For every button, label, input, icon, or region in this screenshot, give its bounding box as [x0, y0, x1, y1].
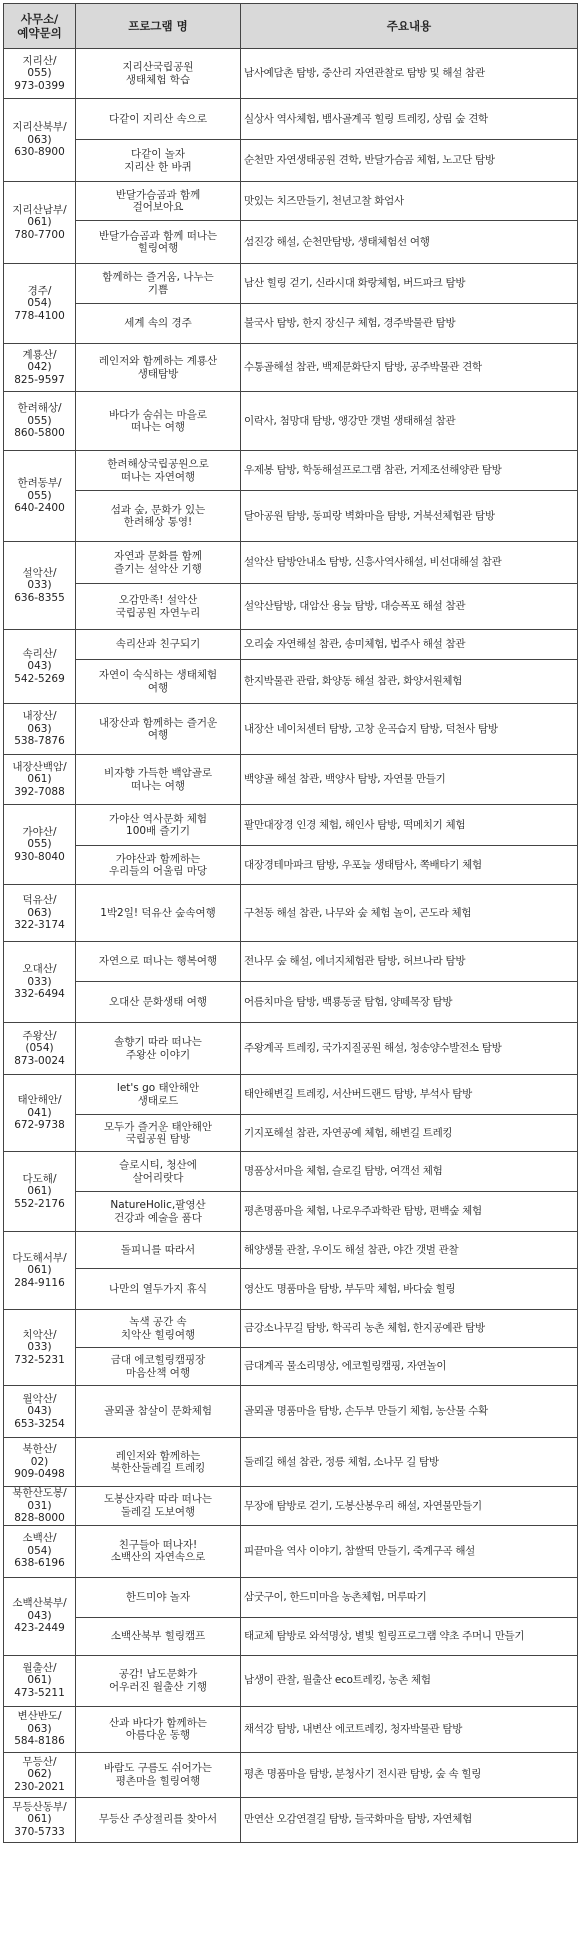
- program-content: 주왕계곡 트레킹, 국가지질공원 해설, 청송양수발전소 탐방: [241, 1023, 578, 1075]
- program-name: 가야산과 함께하는 우리들의 어울림 마당: [76, 846, 241, 885]
- program-name: 나만의 열두가지 휴식: [76, 1269, 241, 1310]
- office-cell: [4, 704, 76, 755]
- office-line: 062): [27, 1768, 52, 1781]
- office-line: 031): [27, 1499, 52, 1512]
- program-name: 친구들아 떠나자! 소백산의 자연속으로: [76, 1525, 241, 1577]
- office-cell: [4, 264, 76, 344]
- office-line: 다도해/: [22, 1172, 57, 1185]
- office-line: 873-0024: [14, 1054, 65, 1067]
- program-content: 평촌 명품마을 탐방, 분청사기 전시관 탐방, 숲 속 힐링: [241, 1752, 578, 1797]
- table-row: [4, 182, 578, 221]
- office-line: 변산반도/: [17, 1710, 62, 1723]
- header-office: 사무소/ 예약문의: [4, 4, 76, 49]
- table-row: [4, 1348, 578, 1386]
- program-name: 녹색 공간 속 치악산 힐링여행: [76, 1310, 241, 1348]
- office-line: 638-6196: [14, 1557, 65, 1570]
- office-line: 063): [27, 133, 52, 146]
- table-row: [4, 805, 578, 846]
- program-content: 백양골 해설 참관, 백양사 탐방, 자연물 만들기: [241, 755, 578, 805]
- program-name: 가야산 역사문화 체험 100배 즐기기: [76, 805, 241, 846]
- office-cell: [4, 99, 76, 182]
- office-line: 속리산/: [22, 647, 57, 660]
- program-content: 순천만 자연생태공원 견학, 반달가슴곰 체험, 노고단 탐방: [241, 140, 578, 182]
- table-row: [4, 982, 578, 1023]
- office-line: 054): [27, 297, 52, 310]
- program-name: 속리산과 친구되기: [76, 630, 241, 660]
- office-cell: [4, 1310, 76, 1386]
- program-name: 돌피니를 따라서: [76, 1232, 241, 1269]
- office-line: 가야산/: [22, 825, 57, 838]
- office-line: 284-9116: [14, 1276, 65, 1289]
- office-line: 370-5733: [14, 1825, 65, 1838]
- office-cell: [4, 182, 76, 264]
- office-line: 640-2400: [14, 502, 65, 515]
- table-row: [4, 1386, 578, 1438]
- office-line: 825-9597: [14, 373, 65, 386]
- office-line: 061): [27, 1264, 52, 1277]
- program-name: 함께하는 즐거움, 나누는 기쁨: [76, 264, 241, 304]
- table-row: [4, 1115, 578, 1152]
- table-row: [4, 451, 578, 491]
- program-content: 설악산탐방, 대암산 용늪 탐방, 대승폭포 해설 참관: [241, 584, 578, 630]
- program-name: 바다가 숨쉬는 마을로 떠나는 여행: [76, 392, 241, 451]
- office-line: 061): [27, 1185, 52, 1198]
- office-line: 태안해안/: [17, 1094, 62, 1107]
- program-content: 삼굿구이, 한드미마을 농촌체험, 머루따기: [241, 1577, 578, 1617]
- program-content: 한지박물관 관람, 화양동 해설 참관, 화양서원체험: [241, 660, 578, 704]
- table-body: [4, 49, 578, 1843]
- header-content: 주요내용: [241, 4, 578, 49]
- table-row: [4, 1797, 578, 1842]
- program-content: 어름치마을 탐방, 백룡동굴 탐험, 양떼목장 탐방: [241, 982, 578, 1023]
- program-content: 달아공원 탐방, 동피랑 벽화마을 탐방, 거북선체험관 탐방: [241, 491, 578, 542]
- office-line: 672-9738: [14, 1119, 65, 1132]
- program-content: 태교체 탐방로 와석명상, 별빛 힐링프로그램 약초 주머니 만들기: [241, 1617, 578, 1655]
- program-content: 대장경테마파크 탐방, 우포늪 생태탐사, 쪽배타기 체험: [241, 846, 578, 885]
- office-line: 973-0399: [14, 79, 65, 92]
- program-content: 태안해변길 트레킹, 서산버드랜드 탐방, 부석사 탐방: [241, 1075, 578, 1115]
- office-line: 061): [27, 1674, 52, 1687]
- office-line: 042): [27, 361, 52, 374]
- office-line: 한려해상/: [17, 402, 62, 415]
- program-name: 다같이 지리산 속으로: [76, 99, 241, 140]
- table-row: [4, 1577, 578, 1617]
- office-line: 054): [27, 1544, 52, 1557]
- table-row: [4, 264, 578, 304]
- program-content: 골뫼골 명품마을 탐방, 손두부 만들기 체험, 농산물 수확: [241, 1386, 578, 1438]
- program-name: let's go 태안해안 생태로드: [76, 1075, 241, 1115]
- program-content: 기지포해설 참관, 자연공예 체험, 해변길 트레킹: [241, 1115, 578, 1152]
- office-line: 063): [27, 906, 52, 919]
- office-line: 061): [27, 1813, 52, 1826]
- office-cell: [4, 392, 76, 451]
- program-content: 섬진강 해설, 순천만탐방, 생태체험선 여행: [241, 221, 578, 264]
- office-line: 322-3174: [14, 919, 65, 932]
- office-line: 828-8000: [14, 1512, 65, 1524]
- table-row: [4, 491, 578, 542]
- program-content: 불국사 탐방, 한지 장신구 체험, 경주박물관 탐방: [241, 304, 578, 344]
- office-line: 332-6494: [14, 988, 65, 1001]
- program-name: 슬로시티, 청산에 살어리랏다: [76, 1152, 241, 1192]
- office-line: 설악산/: [22, 566, 57, 579]
- table-row: [4, 1487, 578, 1526]
- office-line: 043): [27, 1609, 52, 1622]
- office-cell: [4, 542, 76, 630]
- program-name: 바람도 구름도 쉬어가는 평촌마을 힐링여행: [76, 1752, 241, 1797]
- program-content: 수통골해설 참관, 백제문화단지 탐방, 공주박물관 견학: [241, 344, 578, 392]
- office-line: 636-8355: [14, 591, 65, 604]
- office-cell: [4, 1386, 76, 1438]
- table-row: [4, 1752, 578, 1797]
- program-name: 비자향 가득한 백암골로 떠나는 여행: [76, 755, 241, 805]
- office-line: 한려동부/: [17, 477, 62, 490]
- table-row: [4, 885, 578, 942]
- table-row: [4, 392, 578, 451]
- program-name: 다같이 놀자 지리산 한 바퀴: [76, 140, 241, 182]
- program-name: 한려해상국립공원으로 떠나는 자연여행: [76, 451, 241, 491]
- table-row: [4, 1269, 578, 1310]
- table-row: [4, 304, 578, 344]
- program-name: 골뫼골 참살이 문화체험: [76, 1386, 241, 1438]
- program-name: 소백산북부 힐링캠프: [76, 1617, 241, 1655]
- table-row: [4, 1232, 578, 1269]
- program-name: 공감! 남도문화가 어우러진 월출산 기행: [76, 1655, 241, 1706]
- office-line: 732-5231: [14, 1353, 65, 1366]
- office-cell: [4, 1152, 76, 1232]
- table-row: [4, 1525, 578, 1577]
- program-content: 설악산 탐방안내소 탐방, 신흥사역사해설, 비선대해설 참관: [241, 542, 578, 584]
- table-row: [4, 1023, 578, 1075]
- program-name: 모두가 즐거운 태안해안 국립공원 탐방: [76, 1115, 241, 1152]
- office-line: 내장산백암/: [12, 760, 67, 773]
- office-line: 오대산/: [22, 963, 57, 976]
- table-row: [4, 542, 578, 584]
- office-line: 055): [27, 838, 52, 851]
- office-line: 033): [27, 579, 52, 592]
- table-row: [4, 344, 578, 392]
- table-row: [4, 755, 578, 805]
- program-name: 내장산과 함께하는 즐거운 여행: [76, 704, 241, 755]
- table-row: [4, 1655, 578, 1706]
- office-cell: [4, 1487, 76, 1526]
- office-line: 지리산남부/: [12, 203, 67, 216]
- office-line: 계룡산/: [22, 348, 57, 361]
- program-name: 자연으로 떠나는 행복여행: [76, 942, 241, 982]
- office-line: 778-4100: [14, 309, 65, 322]
- office-cell: [4, 1655, 76, 1706]
- office-line: 041): [27, 1106, 52, 1119]
- office-line: 473-5211: [14, 1686, 65, 1699]
- program-name: 자연과 문화를 함께 즐기는 설악산 기행: [76, 542, 241, 584]
- table-row: [4, 846, 578, 885]
- program-content: 구천동 해설 참관, 나무와 숲 체험 놀이, 곤도라 체험: [241, 885, 578, 942]
- program-content: 남사예담촌 탐방, 중산리 자연관찰로 탐방 및 해설 참관: [241, 49, 578, 99]
- office-line: 392-7088: [14, 785, 65, 798]
- office-cell: [4, 630, 76, 704]
- program-content: 피끝마을 역사 이야기, 참쌀떡 만들기, 죽계구곡 해설: [241, 1525, 578, 1577]
- office-line: 월악산/: [22, 1392, 57, 1405]
- table-row: [4, 942, 578, 982]
- office-line: 소백산북부/: [12, 1597, 67, 1610]
- program-content: 평촌명품마을 체험, 나로우주과학관 탐방, 편백숲 체험: [241, 1192, 578, 1232]
- office-cell: [4, 451, 76, 542]
- office-cell: [4, 49, 76, 99]
- office-cell: [4, 1706, 76, 1752]
- table-row: [4, 584, 578, 630]
- office-line: 지리산북부/: [12, 121, 67, 134]
- table-row: [4, 221, 578, 264]
- program-content: 실상사 역사체험, 뱀사골계곡 힐링 트레킹, 상림 숲 견학: [241, 99, 578, 140]
- office-line: 무등산동부/: [12, 1800, 67, 1813]
- office-line: 북한산/: [22, 1443, 57, 1456]
- program-content: 이락사, 첨망대 탐방, 앵강만 갯벌 생태해설 참관: [241, 392, 578, 451]
- office-line: 552-2176: [14, 1197, 65, 1210]
- table-row: [4, 1617, 578, 1655]
- program-name: 산과 바다가 함께하는 아름다운 동행: [76, 1706, 241, 1752]
- table-row: [4, 1075, 578, 1115]
- office-line: 02): [30, 1455, 49, 1468]
- program-name: 무등산 주상절리를 찾아서: [76, 1797, 241, 1842]
- program-content: 해양생물 관찰, 우이도 해설 참관, 야간 갯벌 관찰: [241, 1232, 578, 1269]
- office-cell: [4, 1525, 76, 1577]
- program-content: 맛있는 치즈만들기, 천년고찰 화엄사: [241, 182, 578, 221]
- program-name: 금대 에코힐링캠핑장 마음산책 여행: [76, 1348, 241, 1386]
- program-name: 레인저와 함께하는 북한산둘레길 트레킹: [76, 1438, 241, 1487]
- program-name: 오대산 문화생태 여행: [76, 982, 241, 1023]
- office-line: (054): [25, 1042, 54, 1055]
- office-cell: [4, 1577, 76, 1655]
- table-row: [4, 630, 578, 660]
- program-content: 금강소나무길 탐방, 학곡리 농촌 체험, 한지공예관 탐방: [241, 1310, 578, 1348]
- office-line: 584-8186: [14, 1735, 65, 1748]
- table-row: [4, 660, 578, 704]
- table-row: [4, 99, 578, 140]
- table-row: [4, 1438, 578, 1487]
- office-line: 230-2021: [14, 1780, 65, 1793]
- program-content: 남산 힐링 걷기, 신라시대 화랑체험, 버드파크 탐방: [241, 264, 578, 304]
- program-name: 레인저와 함께하는 계룡산 생태탐방: [76, 344, 241, 392]
- office-line: 653-3254: [14, 1417, 65, 1430]
- program-content: 팔만대장경 인경 체험, 해인사 탐방, 떡메치기 체험: [241, 805, 578, 846]
- office-line: 치악산/: [22, 1328, 57, 1341]
- office-cell: [4, 885, 76, 942]
- program-name: 솔향기 따라 떠나는 주왕산 이야기: [76, 1023, 241, 1075]
- office-line: 055): [27, 489, 52, 502]
- program-content: 오리숲 자연해설 참관, 송미체험, 법주사 해설 참관: [241, 630, 578, 660]
- office-line: 423-2449: [14, 1622, 65, 1635]
- program-name: 지리산국립공원 생태체험 학습: [76, 49, 241, 99]
- program-table: [3, 3, 578, 1843]
- program-name: 한드미야 놀자: [76, 1577, 241, 1617]
- program-name: NatureHolic,팔영산 건강과 예술을 품다: [76, 1192, 241, 1232]
- program-name: 자연이 숙식하는 생태체험 여행: [76, 660, 241, 704]
- program-content: 금대계곡 물소리명상, 에코힐링캠핑, 자연놀이: [241, 1348, 578, 1386]
- program-content: 명품상서마을 체험, 슬로길 탐방, 여객선 체험: [241, 1152, 578, 1192]
- office-cell: [4, 1752, 76, 1797]
- office-line: 630-8900: [14, 146, 65, 159]
- office-line: 055): [27, 414, 52, 427]
- office-cell: [4, 1797, 76, 1842]
- office-line: 월출산/: [22, 1661, 57, 1674]
- office-line: 909-0498: [14, 1468, 65, 1481]
- office-cell: [4, 1232, 76, 1310]
- header-program: 프로그램 명: [76, 4, 241, 49]
- office-line: 780-7700: [14, 228, 65, 241]
- table-row: [4, 1310, 578, 1348]
- office-cell: [4, 755, 76, 805]
- office-line: 033): [27, 975, 52, 988]
- program-content: 남생이 관찰, 월출산 eco트레킹, 농촌 체험: [241, 1655, 578, 1706]
- office-line: 무등산/: [22, 1755, 57, 1768]
- office-line: 061): [27, 216, 52, 229]
- table-row: [4, 704, 578, 755]
- header-row: [4, 4, 578, 49]
- program-name: 세계 속의 경주: [76, 304, 241, 344]
- office-line: 542-5269: [14, 672, 65, 685]
- office-line: 북한산도봉/: [12, 1487, 67, 1499]
- office-line: 930-8040: [14, 850, 65, 863]
- program-content: 우제봉 탐방, 학동해설프로그램 참관, 거제조선해양관 탐방: [241, 451, 578, 491]
- program-content: 내장산 네이처센터 탐방, 고창 운곡습지 탐방, 덕천사 탐방: [241, 704, 578, 755]
- program-content: 둘레길 해설 참관, 정릉 체험, 소나무 길 탐방: [241, 1438, 578, 1487]
- office-cell: [4, 1438, 76, 1487]
- program-name: 도봉산자락 따라 떠나는 둘레길 도보여행: [76, 1487, 241, 1526]
- program-name: 오감만족! 설악산 국립공원 자연누리: [76, 584, 241, 630]
- office-cell: [4, 1023, 76, 1075]
- office-line: 경주/: [27, 284, 52, 297]
- office-line: 063): [27, 1722, 52, 1735]
- office-line: 내장산/: [22, 710, 57, 723]
- program-content: 영산도 명품마을 탐방, 부두막 체험, 바다숲 힐링: [241, 1269, 578, 1310]
- office-line: 주왕산/: [22, 1029, 57, 1042]
- office-line: 소백산/: [22, 1532, 57, 1545]
- office-line: 지리산/: [22, 54, 57, 67]
- office-line: 다도해서부/: [12, 1251, 67, 1264]
- office-line: 061): [27, 773, 52, 786]
- table-row: [4, 140, 578, 182]
- table-row: [4, 1152, 578, 1192]
- office-line: 043): [27, 1405, 52, 1418]
- program-name: 1박2일! 덕유산 숲속여행: [76, 885, 241, 942]
- program-name: 반달가슴곰과 함께 떠나는 힐링여행: [76, 221, 241, 264]
- program-content: 만연산 오감연결길 탐방, 들국화마을 탐방, 자연체험: [241, 1797, 578, 1842]
- program-content: 전나무 숲 해설, 에너지체험관 탐방, 허브나라 탐방: [241, 942, 578, 982]
- office-line: 538-7876: [14, 735, 65, 748]
- office-line: 055): [27, 67, 52, 80]
- program-name: 반달가슴곰과 함께 걸어보아요: [76, 182, 241, 221]
- office-line: 043): [27, 660, 52, 673]
- office-line: 860-5800: [14, 427, 65, 440]
- table-row: [4, 1706, 578, 1752]
- office-line: 033): [27, 1341, 52, 1354]
- program-content: 채석강 탐방, 내변산 에코트레킹, 청자박물관 탐방: [241, 1706, 578, 1752]
- office-cell: [4, 942, 76, 1023]
- table-row: [4, 1192, 578, 1232]
- program-content: 무장애 탐방로 걷기, 도봉산봉우리 해설, 자연물만들기: [241, 1487, 578, 1526]
- office-cell: [4, 805, 76, 885]
- office-line: 063): [27, 722, 52, 735]
- table-row: [4, 49, 578, 99]
- office-cell: [4, 1075, 76, 1152]
- office-cell: [4, 344, 76, 392]
- office-line: 덕유산/: [22, 894, 57, 907]
- program-name: 섬과 숲, 문화가 있는 한려해상 통영!: [76, 491, 241, 542]
